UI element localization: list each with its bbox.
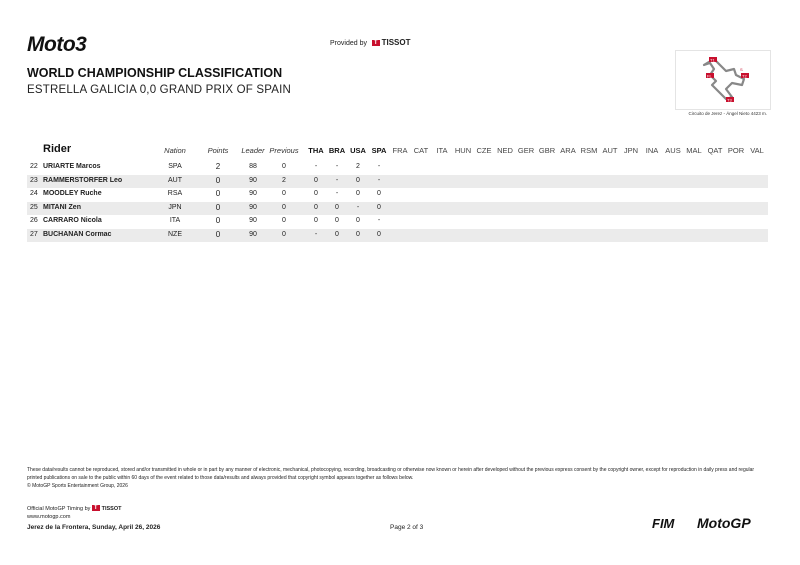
race-header-fra: FRA [392, 146, 408, 155]
race-result-bra: 0 [335, 230, 339, 238]
race-result-tha: 0 [314, 203, 318, 211]
race-header-val: VAL [750, 146, 764, 155]
race-header-aut: AUT [602, 146, 618, 155]
rider-points: 2 [215, 162, 221, 171]
race-result-spa: 0 [377, 203, 381, 211]
sector-label: FL [707, 73, 712, 79]
column-header-points: Points [207, 146, 229, 155]
race-result-spa: - [377, 176, 381, 184]
motogp-logo: MotoGP [697, 515, 751, 531]
rider-leader-gap: 90 [249, 190, 257, 197]
sector-label: T1 [710, 57, 715, 63]
rider-previous: 0 [282, 230, 286, 238]
race-header-gbr: GBR [538, 146, 556, 155]
race-header-spa: SPA [371, 146, 387, 155]
rider-position: 23 [30, 176, 38, 184]
race-header-ned: NED [497, 146, 513, 155]
moto3-logo: Moto3 [27, 33, 87, 56]
rider-points: 0 [215, 189, 221, 198]
website-link[interactable]: www.motogp.com [27, 514, 71, 520]
disclaimer-text: These data/results cannot be reproduced, stored and/or transmitted in whole or in part by any manner of electronic, mechanical, photocopying, recording, broadcasting or otherwise now known or herein after developed without the previous express consent by the copyright owner, except for reproduction in daily press and regular printed publications on sale to the public within 60 days of the event related to those data/results and always provided that copyright symbol appears together as follows below. [27, 467, 755, 481]
race-header-ara: ARA [560, 146, 576, 155]
official-timing [27, 505, 121, 512]
race-header-jpn: JPN [623, 146, 639, 155]
rider-leader-gap: 90 [249, 230, 257, 238]
page-title: WORLD CHAMPIONSHIP CLASSIFICATION [27, 66, 283, 80]
race-header-hun: HUN [454, 146, 472, 155]
rider-previous: 0 [282, 217, 286, 224]
rider-previous: 0 [282, 203, 286, 211]
race-result-usa: 0 [356, 176, 360, 184]
race-result-tha: - [314, 163, 318, 170]
rider-name: URIARTE Marcos [43, 163, 101, 170]
rider-points: 0 [215, 175, 221, 185]
rider-leader-gap: 90 [249, 203, 257, 211]
rider-previous: 2 [282, 176, 286, 184]
rider-nation: NZE [168, 230, 182, 238]
provided-by-label: Provided by [330, 40, 367, 47]
race-result-tha: 0 [314, 190, 318, 197]
tissot-logo: T TISSOT [373, 38, 411, 47]
rider-points: 0 [215, 216, 221, 225]
rider-name: MITANI Zen [43, 203, 81, 211]
race-result-spa: 0 [377, 190, 381, 197]
race-header-mal: MAL [686, 146, 702, 155]
tissot-footer-logo: T TISSOT [93, 505, 122, 512]
race-header-usa: USA [350, 146, 366, 155]
table-row [27, 175, 768, 188]
fim-logo: FIM [652, 516, 675, 531]
rider-leader-gap: 90 [249, 176, 257, 184]
rider-name: CARRARO Nicola [43, 217, 102, 224]
rider-position: 25 [30, 203, 38, 211]
table-row [27, 202, 768, 215]
race-result-spa: - [377, 217, 381, 224]
column-header-rider: Rider [43, 143, 72, 155]
race-header-ina: INA [645, 146, 659, 155]
race-result-bra: - [335, 163, 339, 170]
rider-points: 0 [215, 229, 221, 239]
rider-position: 26 [30, 217, 38, 224]
location-date: Jerez de la Frontera, Sunday, April 26, 2026 [27, 524, 161, 531]
race-header-ita: ITA [436, 146, 448, 155]
table-row [27, 229, 768, 242]
race-result-tha: - [314, 230, 318, 238]
sector-label: T2 [742, 73, 747, 79]
rider-position: 22 [30, 163, 38, 170]
race-header-tha: THA [308, 146, 324, 155]
race-header-ger: GER [517, 146, 535, 155]
rider-nation: ITA [169, 217, 181, 224]
rider-previous: 0 [282, 190, 286, 197]
race-header-qat: QAT [707, 146, 723, 155]
rider-leader-gap: 90 [249, 217, 257, 224]
table-row [27, 161, 768, 174]
race-result-usa: 0 [356, 217, 360, 224]
table-row [27, 215, 768, 228]
rider-previous: 0 [282, 163, 286, 170]
provided-by [330, 38, 410, 47]
rider-name: BUCHANAN Cormac [43, 230, 112, 238]
circuit-map [675, 50, 771, 110]
race-header-cze: CZE [476, 146, 492, 155]
circuit-caption: Circuito de Jerez - Ángel Nieto 4423 m. [688, 111, 767, 116]
rider-nation: AUT [168, 176, 182, 184]
race-header-por: POR [727, 146, 745, 155]
timing-label: Official MotoGP Timing by [27, 506, 91, 512]
rider-nation: SPA [168, 163, 182, 170]
rider-points: 0 [215, 202, 221, 212]
race-result-usa: 0 [356, 230, 360, 238]
column-header-previous: Previous [269, 146, 299, 155]
race-result-bra: 0 [335, 217, 339, 224]
event-subtitle: ESTRELLA GALICIA 0,0 GRAND PRIX OF SPAIN [27, 84, 292, 96]
page-number: Page 2 of 3 [390, 524, 424, 531]
disclaimer [27, 466, 767, 490]
copyright: © MotoGP Sports Entertainment Group, 2026 [27, 483, 128, 489]
race-result-bra: - [335, 190, 339, 197]
column-header-nation: Nation [164, 146, 186, 155]
race-header-rsm: RSM [580, 146, 598, 155]
column-header-leader: Leader [241, 146, 265, 155]
rider-leader-gap: 88 [249, 163, 257, 170]
table-row [27, 188, 768, 201]
race-result-usa: - [356, 203, 360, 211]
circuit-map-icon [676, 51, 770, 109]
rider-nation: JPN [168, 203, 182, 211]
race-result-spa: 0 [377, 230, 381, 238]
rider-position: 27 [30, 230, 38, 238]
race-result-usa: 0 [356, 190, 360, 197]
race-result-bra: - [335, 176, 339, 184]
race-result-tha: 0 [314, 217, 318, 224]
race-result-usa: 2 [356, 163, 360, 170]
race-header-bra: BRA [328, 146, 346, 155]
race-header-aus: AUS [665, 146, 681, 155]
rider-nation: RSA [167, 190, 183, 197]
sector-label: S [740, 67, 743, 72]
sector-label: T3 [727, 97, 732, 103]
rider-name: RAMMERSTORFER Leo [43, 176, 123, 184]
rider-name: MOODLEY Ruche [43, 190, 102, 197]
race-header-cat: CAT [413, 146, 429, 155]
race-result-spa: - [377, 163, 381, 170]
race-result-tha: 0 [314, 176, 318, 184]
rider-position: 24 [30, 190, 38, 197]
race-result-bra: 0 [335, 203, 339, 211]
